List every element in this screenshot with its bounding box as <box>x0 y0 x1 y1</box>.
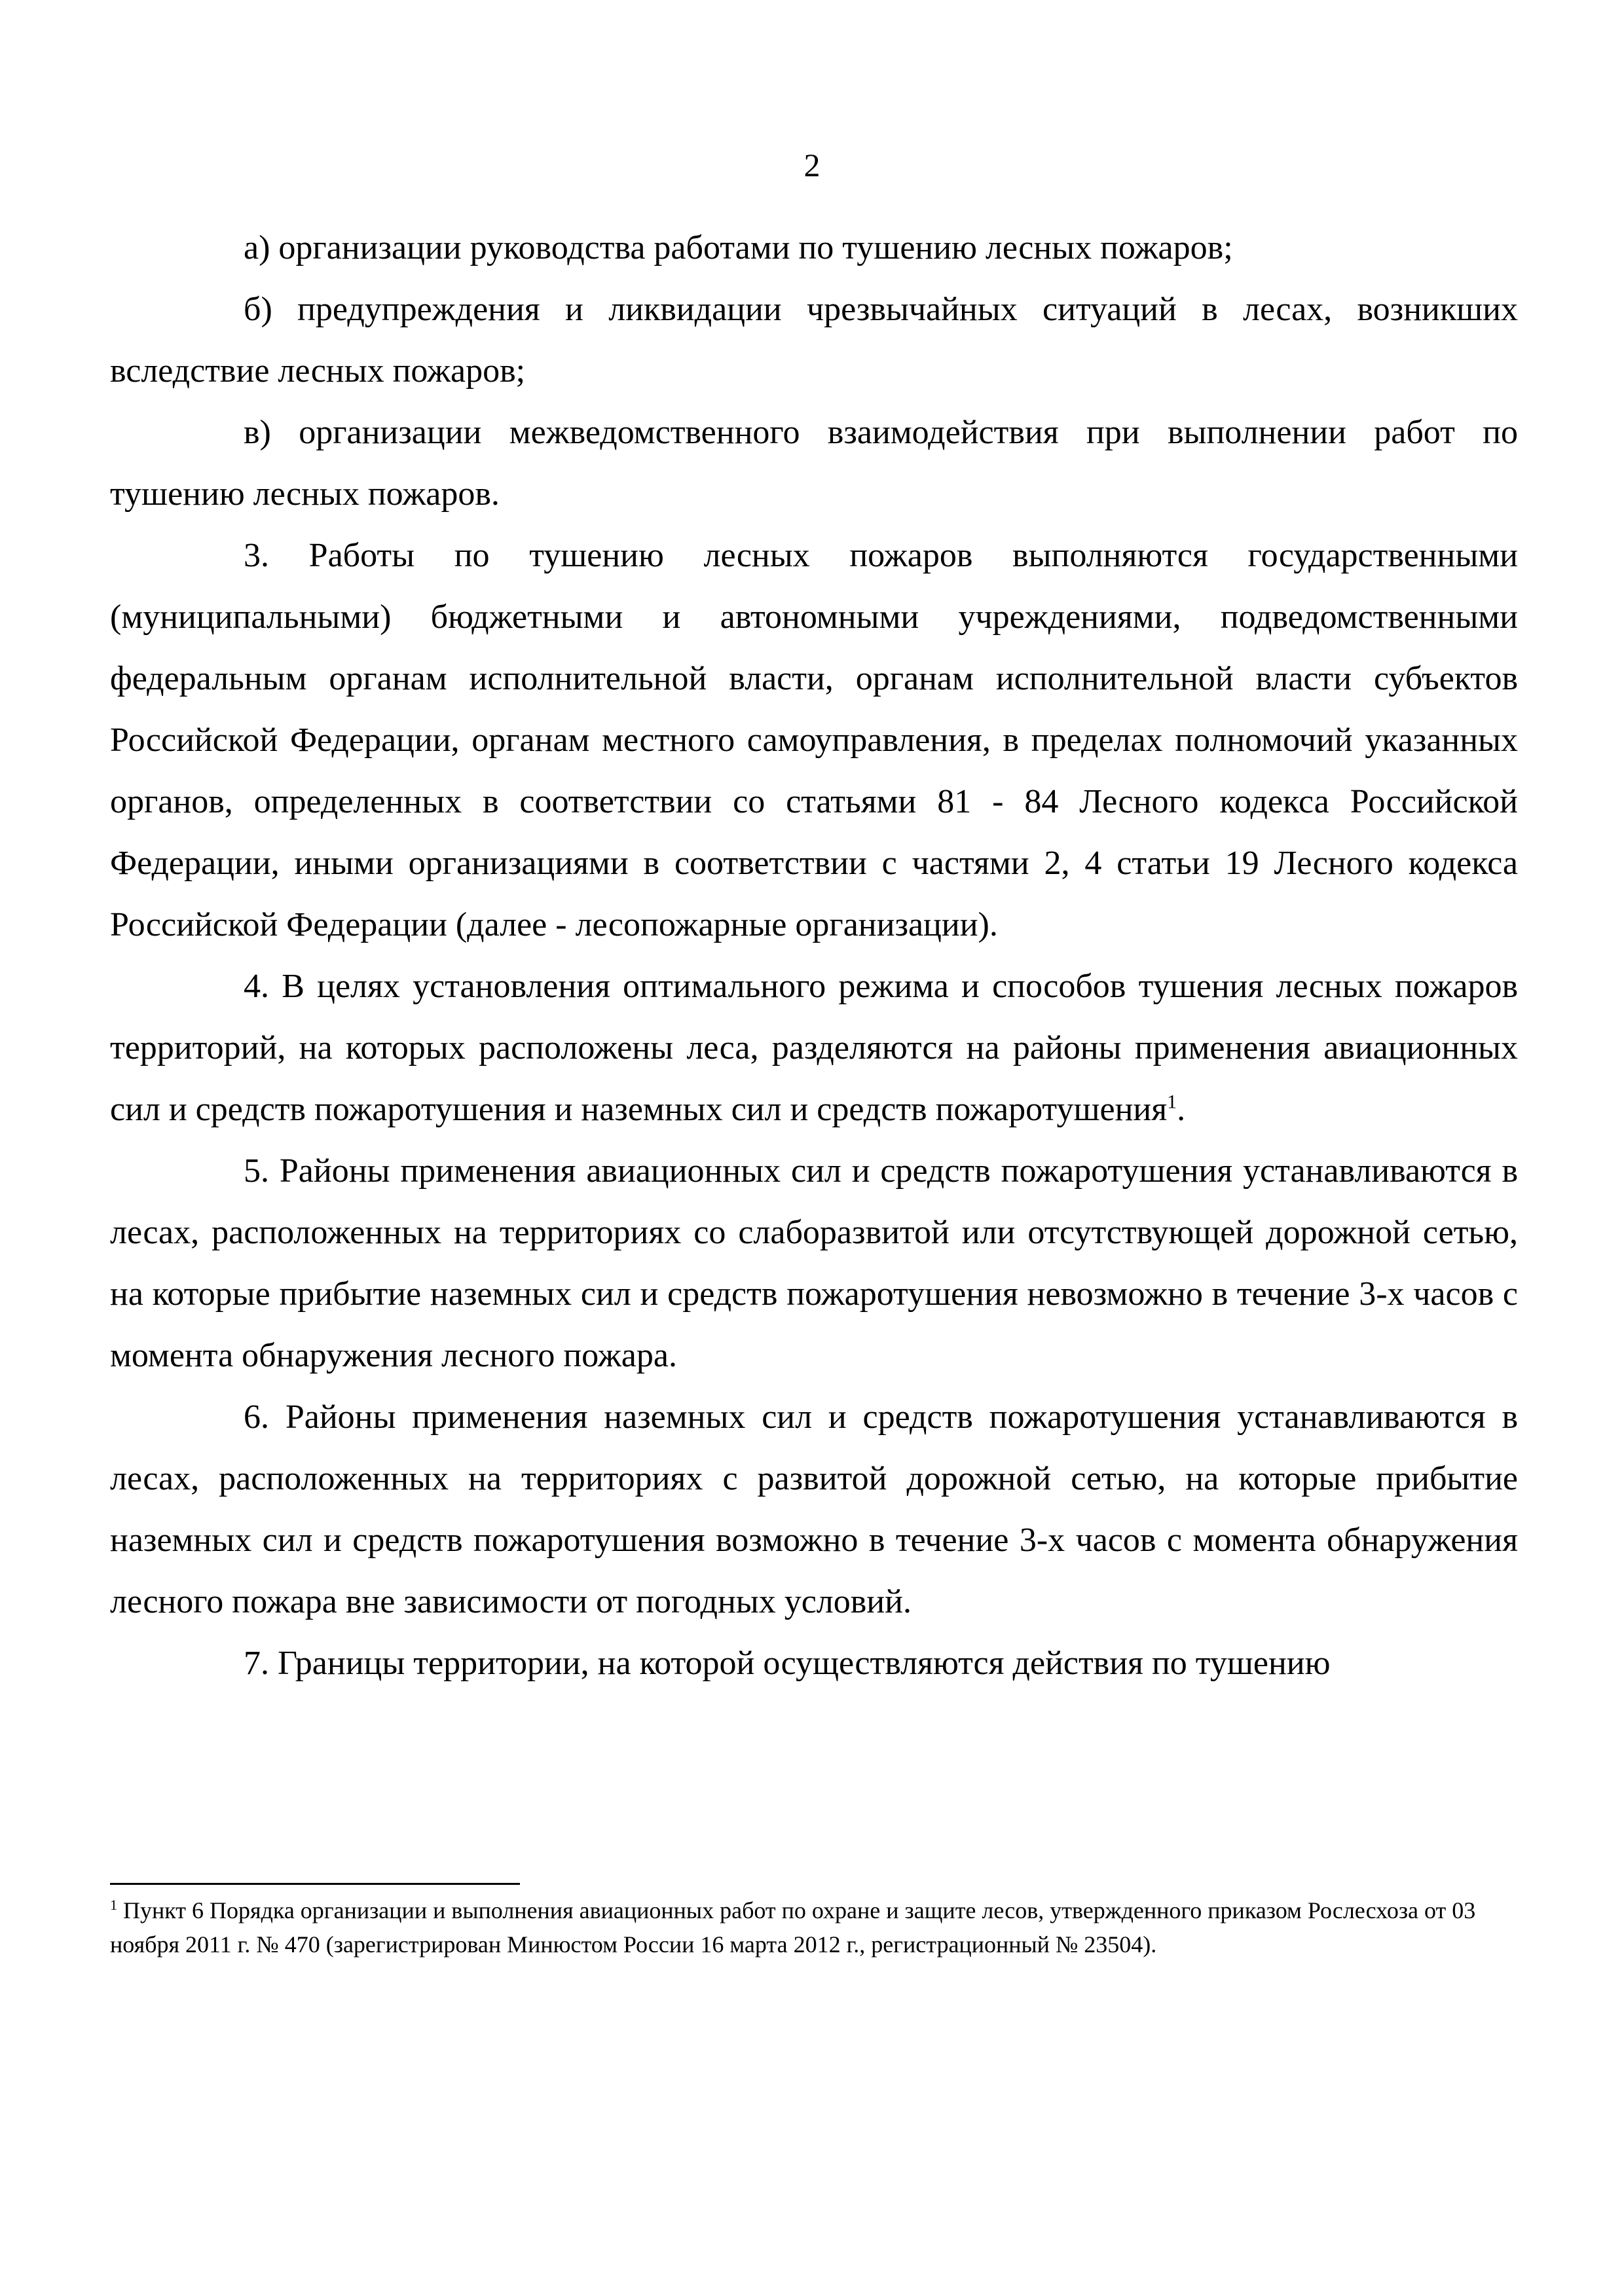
page-number: 2 <box>803 147 821 183</box>
footnote-text: Пункт 6 Порядка организации и выполнения авиационных работ по охране и защите лесов, утвержденного приказом Рослесхоза от 03 ноября 2011 г. № 470 (зарегистрирован Минюстом России 16 марта 2012 г., регистрационный № 23504). <box>110 1897 1476 1958</box>
footnote <box>110 1893 1518 1961</box>
paragraph-7: 7. Границы территории, на которой осуществляются действия по тушению <box>244 1645 1331 1682</box>
footnote-reference: 1 <box>1167 1091 1177 1113</box>
paragraph-b: б) предупреждения и ликвидации чрезвычайных ситуаций в лесах, возникших вследствие лесных пожаров; <box>110 291 1518 390</box>
paragraph-4-end: . <box>1177 1091 1186 1128</box>
footnote-mark: 1 <box>110 1897 117 1913</box>
paragraph-4 <box>110 956 1518 1140</box>
document-body <box>110 217 1518 1694</box>
paragraph-4-text: 4. В целях установления оптимального режима и способов тушения лесных пожаров территорий, на которых расположены леса, разделяются на районы применения авиационных сил и средств пожаротушения и наземных сил и средств пожаротушения <box>110 968 1518 1128</box>
paragraph-a: а) организации руководства работами по тушению лесных пожаров; <box>244 229 1233 266</box>
paragraph-5: 5. Районы применения авиационных сил и средств пожаротушения устанавливаются в лесах, расположенных на территориях со слаборазвитой или отсутствующей дорожной сетью, на которые прибытие наземных сил и средств пожаротушения невозможно в течение 3-х часов с момента обнаружения лесного пожара. <box>110 1152 1518 1374</box>
paragraph-3: 3. Работы по тушению лесных пожаров выполняются государственными (муниципальными) бюджетными и автономными учреждениями, подведомственными федеральным органам исполнительной власти, органам исполнительной власти субъектов Российской Федерации, органам местного самоуправления, в пределах полномочий указанных органов, определенных в соответствии со статьями 81 - 84 Лесного кодекса Российской Федерации, иными организациями в соответствии с частями 2, 4 статьи 19 Лесного кодекса Российской Федерации (далее - лесопожарные организации). <box>110 537 1518 943</box>
paragraph-c: в) организации межведомственного взаимодействия при выполнении работ по тушению лесных пожаров. <box>110 414 1518 513</box>
paragraph-6: 6. Районы применения наземных сил и средств пожаротушения устанавливаются в лесах, расположенных на территориях с развитой дорожной сетью, на которые прибытие наземных сил и средств пожаротушения возможно в течение 3-х часов с момента обнаружения лесного пожара вне зависимости от погодных условий. <box>110 1398 1518 1620</box>
footnote-separator <box>110 1883 520 1885</box>
